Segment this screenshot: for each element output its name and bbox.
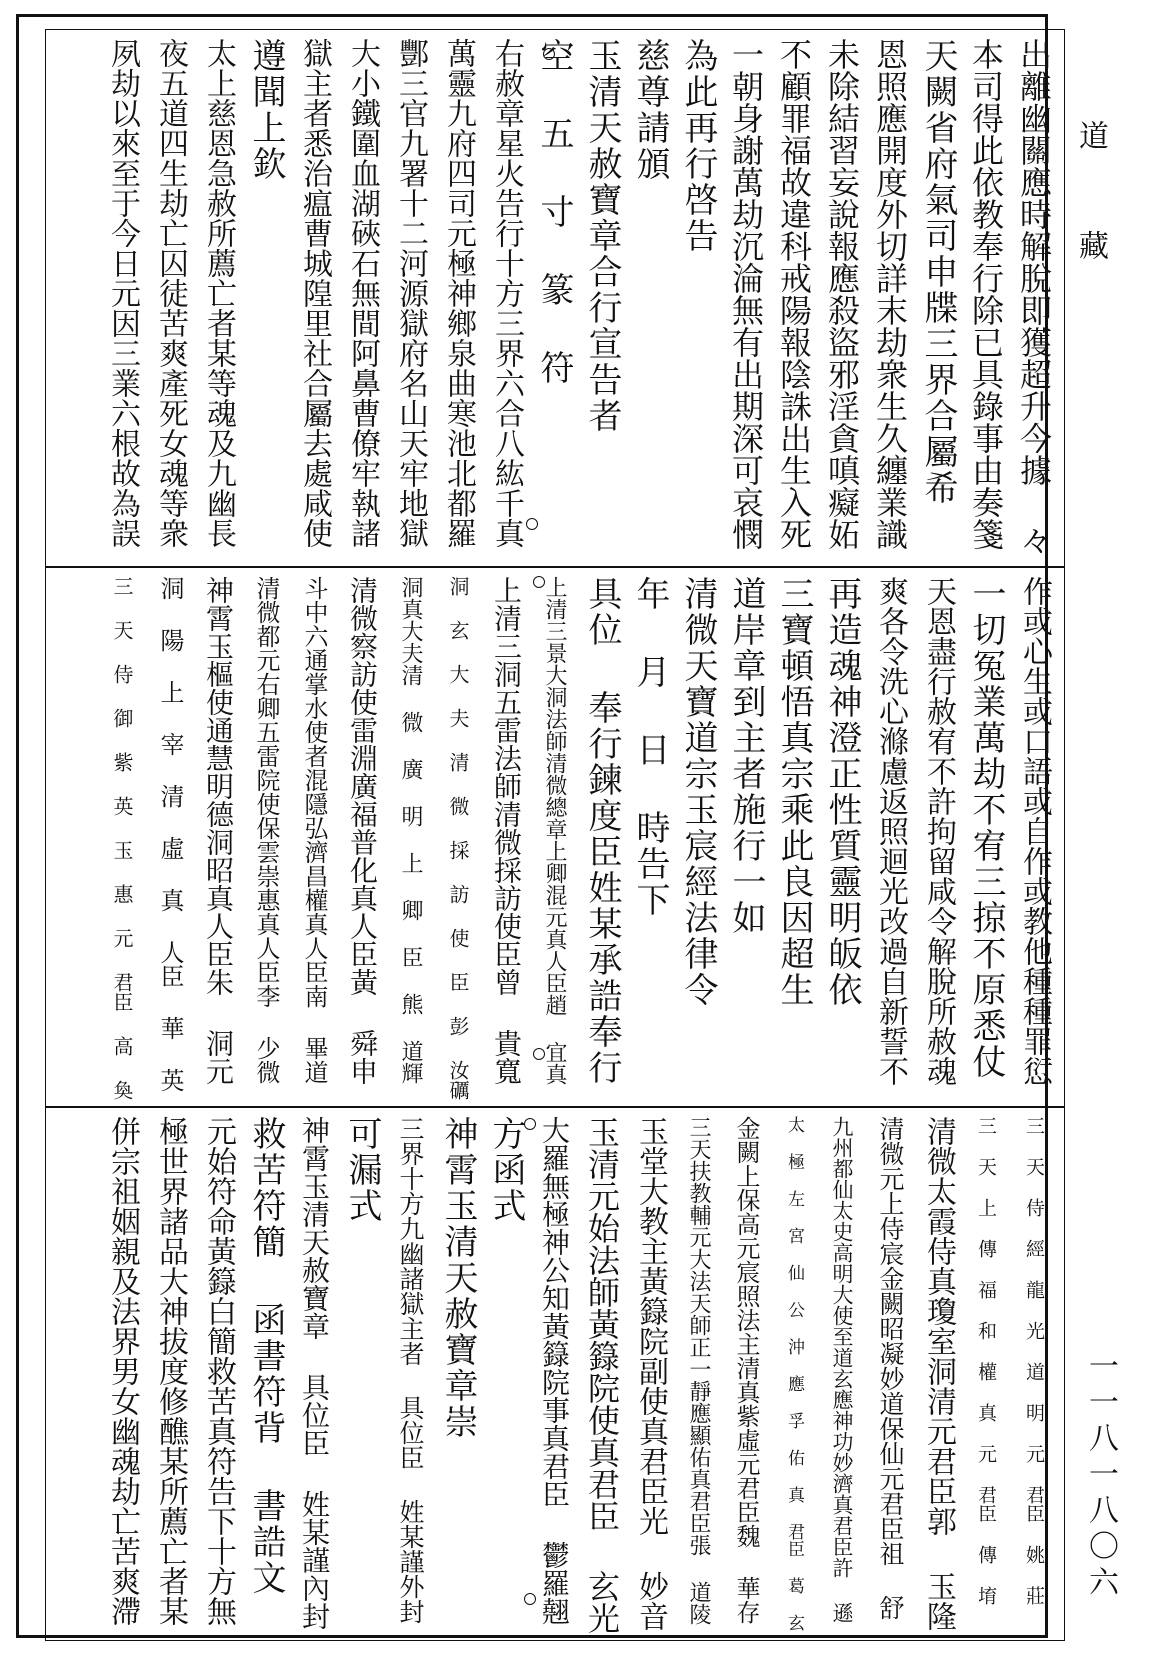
text-column: 洞真大夫清 微 廣 明 上 卿 臣 熊 道輝	[398, 576, 423, 1084]
text-column: 上清三景大洞法師清微總章上卿混元真人臣趙 宜真	[542, 576, 567, 1085]
text-column: 神霄玉樞使通慧明德洞昭真人臣朱 洞元	[202, 576, 235, 1085]
text-column: 年 月 日 時告下	[630, 576, 670, 918]
text-column: 洞 陽 上 宰 清 虛 真 人臣 華 英	[156, 576, 184, 1092]
text-column: 不顧罪福故違科戒陽報陰誅出生入死	[775, 38, 813, 550]
text-column: 三界十方九幽諸獄主者 具位臣 姓某謹外封	[396, 1116, 425, 1624]
circle-mark	[533, 576, 545, 588]
text-column: 神霄玉清天赦寶章 具位臣 姓某謹內封	[298, 1116, 331, 1630]
text-column: 併宗祖姻親及法界男女幽魂劫亡苦爽滯	[105, 1116, 140, 1626]
text-column: 酆三官九署十二河源獄府名山天牢地獄	[393, 38, 428, 548]
columns-middle	[52, 576, 1058, 1100]
text-column: 恩照應開度外切詳末劫衆生久纏業識	[871, 38, 909, 550]
text-column: 方函式	[486, 1116, 526, 1224]
text-column: 一切冤業萬劫不宥三掠不原悉仗	[966, 576, 1006, 1080]
text-column: 清微都元右卿五雷院使保雲崇惠真人臣李 少微	[252, 576, 280, 1084]
circle-mark	[524, 1593, 536, 1605]
text-column: 再造魂神澄正性質靈明皈依	[822, 576, 862, 1008]
columns-bottom	[52, 1116, 1058, 1634]
text-column: 神霄玉清天赦寶章崇	[438, 1116, 478, 1440]
text-column: 慈尊請頒	[630, 38, 670, 182]
text-column: 夜五道四生劫亡囚徒苦爽產死女魂等衆	[153, 38, 188, 548]
circle-mark	[526, 518, 538, 530]
register-middle	[46, 568, 1064, 1108]
page-number: 一一八一八〇六	[1083, 1350, 1118, 1602]
columns-top	[52, 38, 1058, 560]
text-column: 玉堂大教主黃籙院副使真君臣光 妙音	[633, 1116, 668, 1631]
circle-mark	[543, 48, 555, 60]
text-column: 夙劫以來至于今日元因三業六根故為誤	[105, 38, 140, 548]
text-column: 清微天寶道宗玉宸經法律令	[678, 576, 718, 1008]
text-column: 上清三洞五雷法師清微採訪使臣曾 貴寬	[490, 576, 523, 1085]
text-column: 清微太霞侍真瓊室洞清元君臣郭 玉隆	[921, 1116, 956, 1631]
text-column: 天恩盡行赦宥不許拘留咸令解脫所赦魂	[921, 576, 956, 1086]
text-column: 右赦章星火告行十方三界六合八紘千真	[489, 38, 524, 548]
text-column: 出離幽關應時解脫即獲超升今據 々	[1015, 38, 1053, 556]
text-column: 金闕上保高元宸照法主清真紫虛元君臣魏 華存	[732, 1116, 760, 1624]
text-column: 為此再行啓告	[678, 38, 718, 254]
text-column: 清微察訪使雷淵廣福普化真人臣黃 舜申	[346, 576, 379, 1085]
text-column: 獄主者悉治瘟曹城隍里社合屬去處咸使	[297, 38, 332, 548]
text-column: 三 天 侍 御 紫 英 玉 惠 元 君臣 高 奐	[110, 576, 134, 1100]
text-column: 太上慈恩急赦所薦亡者某等魂及九幽長	[201, 38, 236, 548]
text-column: 三天扶教輔元大法天師正一靜應顯佑真君臣張 道陵	[686, 1116, 711, 1625]
circle-mark	[533, 1048, 545, 1060]
text-column: 清微元上侍宸金闕昭凝妙道保仙元君臣祖 舒	[876, 1116, 905, 1620]
register-bottom	[46, 1108, 1064, 1640]
text-column: 九州都仙太史高明大使至道玄應神功妙濟真君臣許 遜	[830, 1116, 854, 1623]
text-column: 玉清元始法師黃籙院使真君臣 玄光	[583, 1116, 621, 1634]
margin-title: 道藏	[1073, 120, 1108, 340]
text-area	[45, 29, 1065, 1641]
text-column: 救苦符簡 函書符背 書誥文	[246, 1116, 286, 1596]
text-column: 洞 玄 大 夫 清 微 採 訪 使 臣 彭 汝礪	[446, 576, 470, 1100]
text-column: 作或心生或口語或自作或教他種種罪愆	[1017, 576, 1052, 1086]
text-column: 大羅無極神公知黃籙院事真君臣 鬱羅翹	[538, 1116, 571, 1625]
text-column: 可漏式	[342, 1116, 382, 1224]
text-column: 未除結習妄說報應殺盜邪淫貪嗔癡妬	[823, 38, 861, 550]
text-column: 太 極 左 宮 仙 公 沖 應 孚 佑 真 君臣 葛 玄	[784, 1116, 804, 1631]
text-column: 具位 奉行鍊度臣姓某承誥奉行	[582, 576, 622, 1086]
register-top	[46, 30, 1064, 568]
text-column: 元始符命黃籙白簡救苦真符告下十方無	[201, 1116, 236, 1626]
text-column: 爽各令洗心滌慮返照迴光改過自新誓不	[873, 576, 908, 1086]
text-column: 三 天 侍 經 龍 光 道 明 元 君臣 姚 莊	[1023, 1116, 1045, 1605]
text-column: 極世界諸品大神拔度修醮某所薦亡者某	[153, 1116, 188, 1626]
text-column: 本司得此依教奉行除已具錄事由奏箋	[967, 38, 1005, 550]
text-column: 萬靈九府四司元極神鄉泉曲寒池北都羅	[441, 38, 476, 548]
text-column: 三寶頓悟真宗乘此良因超生	[774, 576, 814, 1008]
text-column: 斗中六通掌水使者混隱弘濟昌權真人臣南 畢道	[300, 576, 328, 1084]
circle-mark	[524, 1118, 536, 1130]
text-column: 大小鐵圍血湖硤石無間阿鼻曹僚牢執諸	[345, 38, 380, 548]
page-frame	[16, 14, 1053, 1638]
text-column: 空 五 寸 篆 符	[534, 38, 574, 386]
text-column: 一朝身謝萬劫沉淪無有出期深可哀憫	[727, 38, 765, 550]
text-column: 道岸章到主者施行一如	[726, 576, 766, 936]
text-column: 遵聞上欽	[246, 38, 286, 182]
text-column: 天闕省府氣司申牒三界合屬希	[918, 38, 958, 506]
text-column: 玉清天赦寶章合行宣告者	[582, 38, 622, 434]
text-column: 三 天 上 傳 福 和 權 真 元 君臣 傳 堉	[975, 1116, 997, 1605]
